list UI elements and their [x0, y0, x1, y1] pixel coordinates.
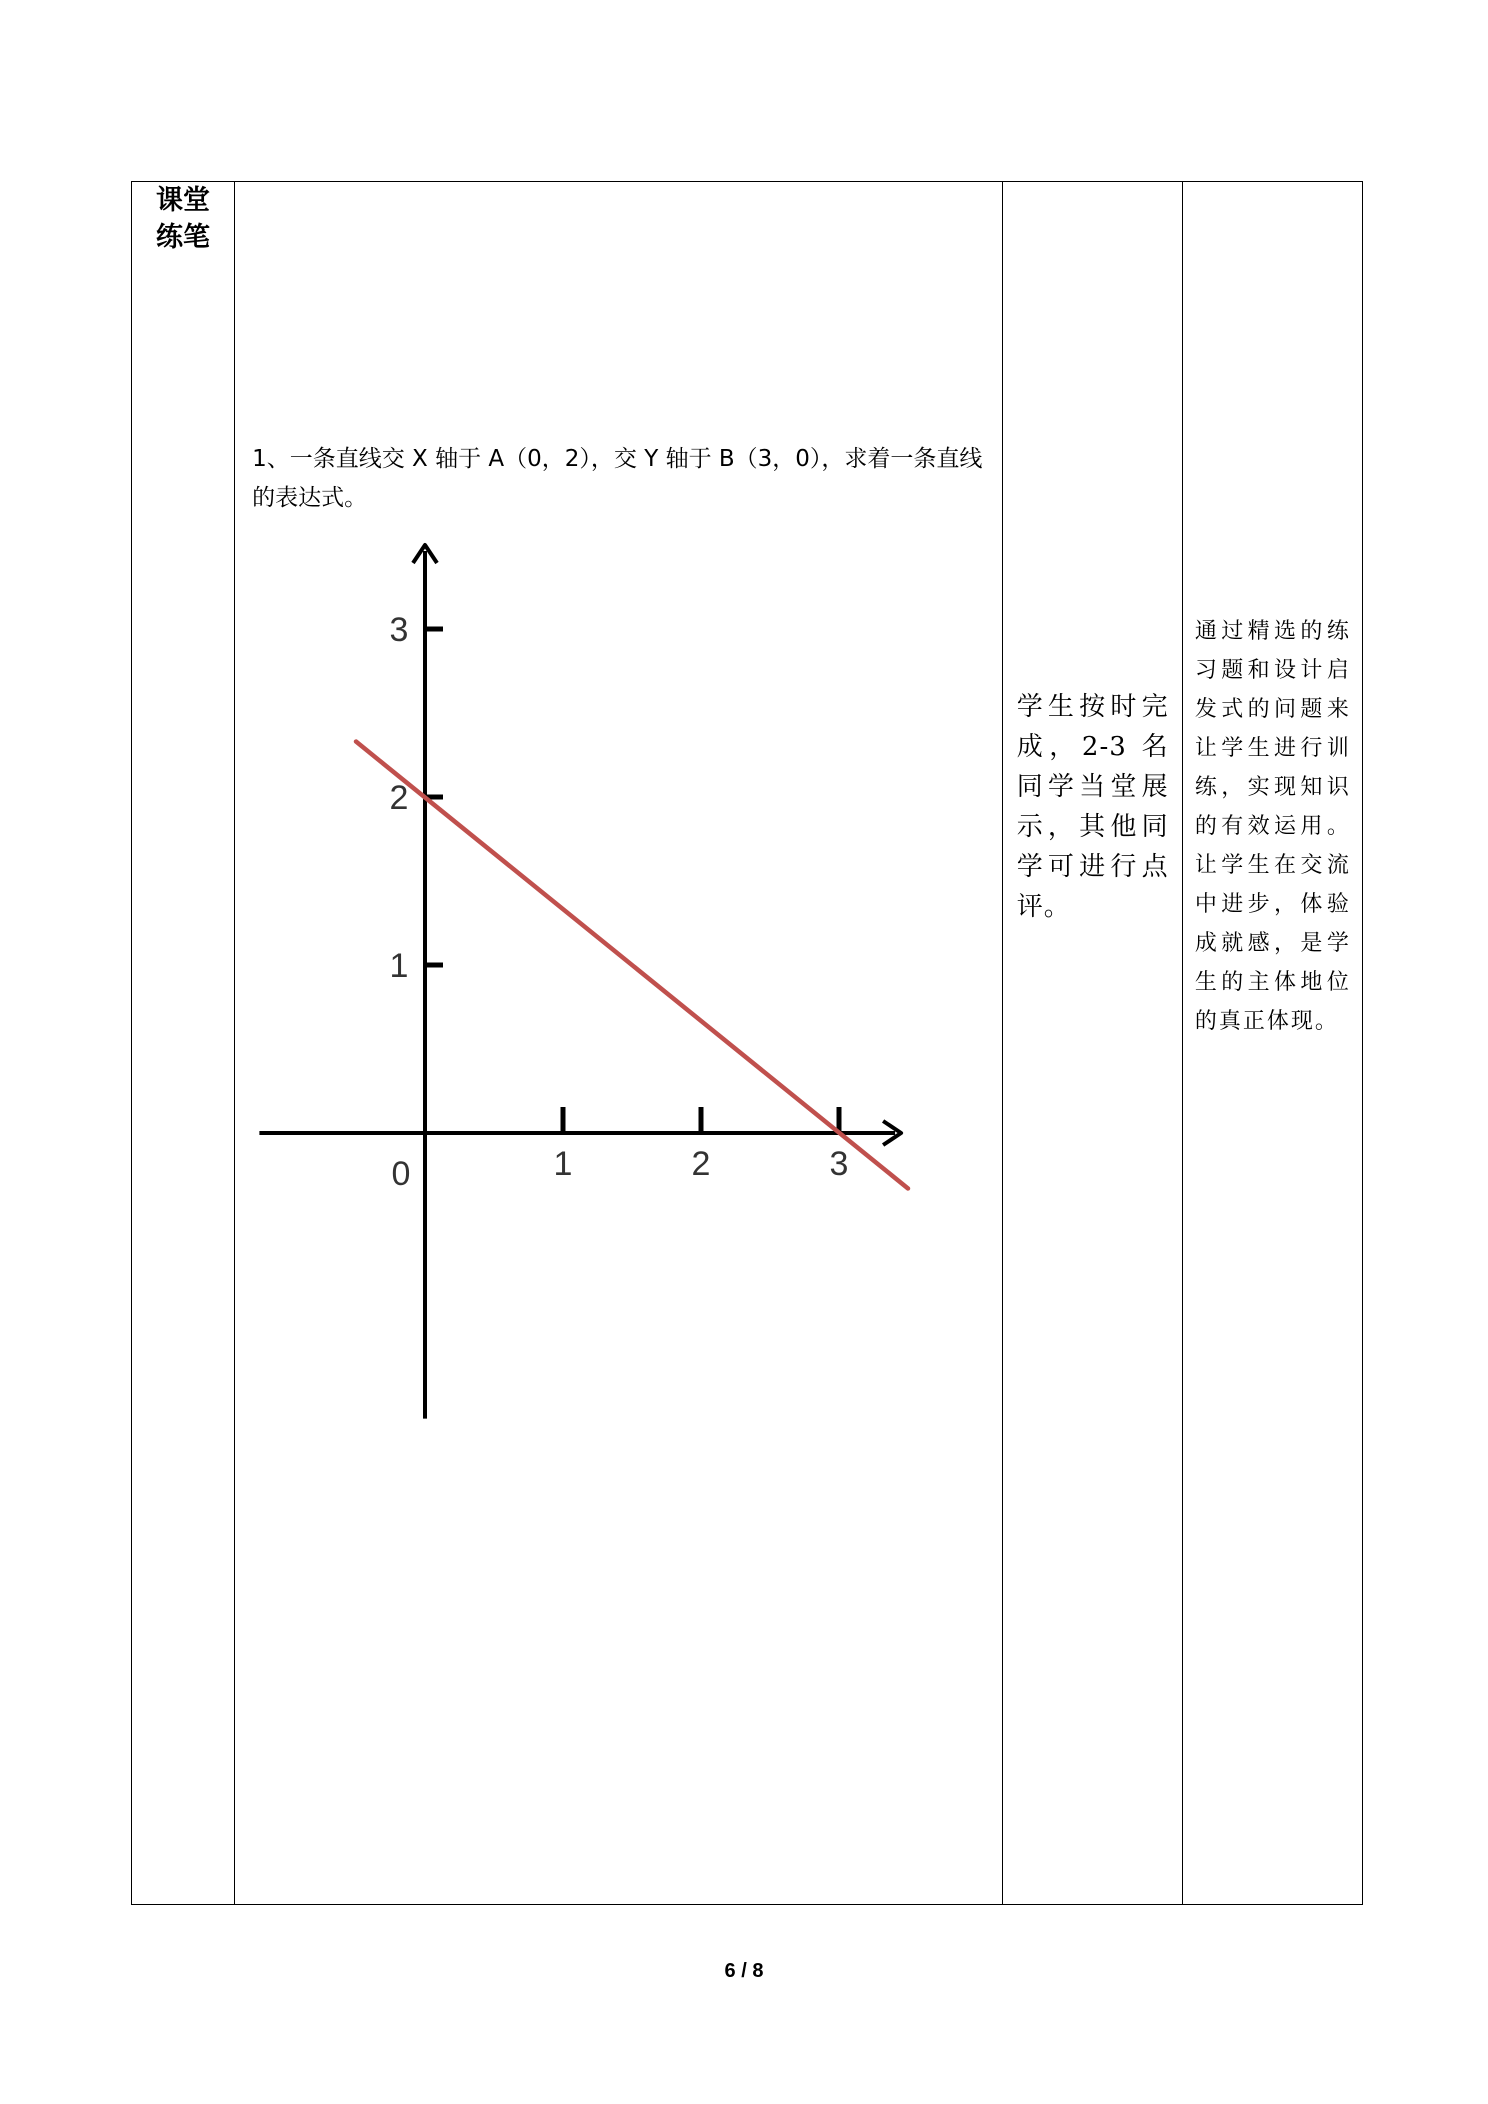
x-tick-label: 2: [691, 1145, 711, 1183]
section-label-cell: [132, 182, 235, 1905]
page-number: 6 / 8: [724, 1960, 764, 1982]
y-tick-label: 3: [389, 611, 409, 649]
problem-statement: 1、一条直线交 X 轴于 A（0，2），交 Y 轴于 B（3，0），求着一条直线的表达式。: [252, 446, 983, 511]
lesson-table: [131, 181, 1363, 1905]
section-label: 课堂练笔: [156, 185, 211, 253]
student-activity-text: 学生按时完成，2-3 名同学当堂展示，其他同学可进行点评。: [1016, 692, 1169, 922]
coordinate-graph: [235, 182, 1002, 1906]
y-tick-label: 2: [389, 779, 409, 817]
design-intent-text: 通过精选的练习题和设计启发式的问题来让学生进行训练，实现知识的有效运用。让学生在交流中进步，体验成就感，是学生的主体地位的真正体现。: [1194, 619, 1351, 1034]
exercise-cell: [235, 182, 1003, 1905]
y-tick-label: 1: [389, 947, 409, 985]
origin-label: 0: [391, 1155, 411, 1193]
x-tick-label: 3: [829, 1145, 849, 1183]
practice-row: [132, 182, 1363, 1905]
design-intent-cell: [1182, 182, 1362, 1905]
student-activity-cell: [1002, 182, 1182, 1905]
x-tick-label: 1: [553, 1145, 573, 1183]
